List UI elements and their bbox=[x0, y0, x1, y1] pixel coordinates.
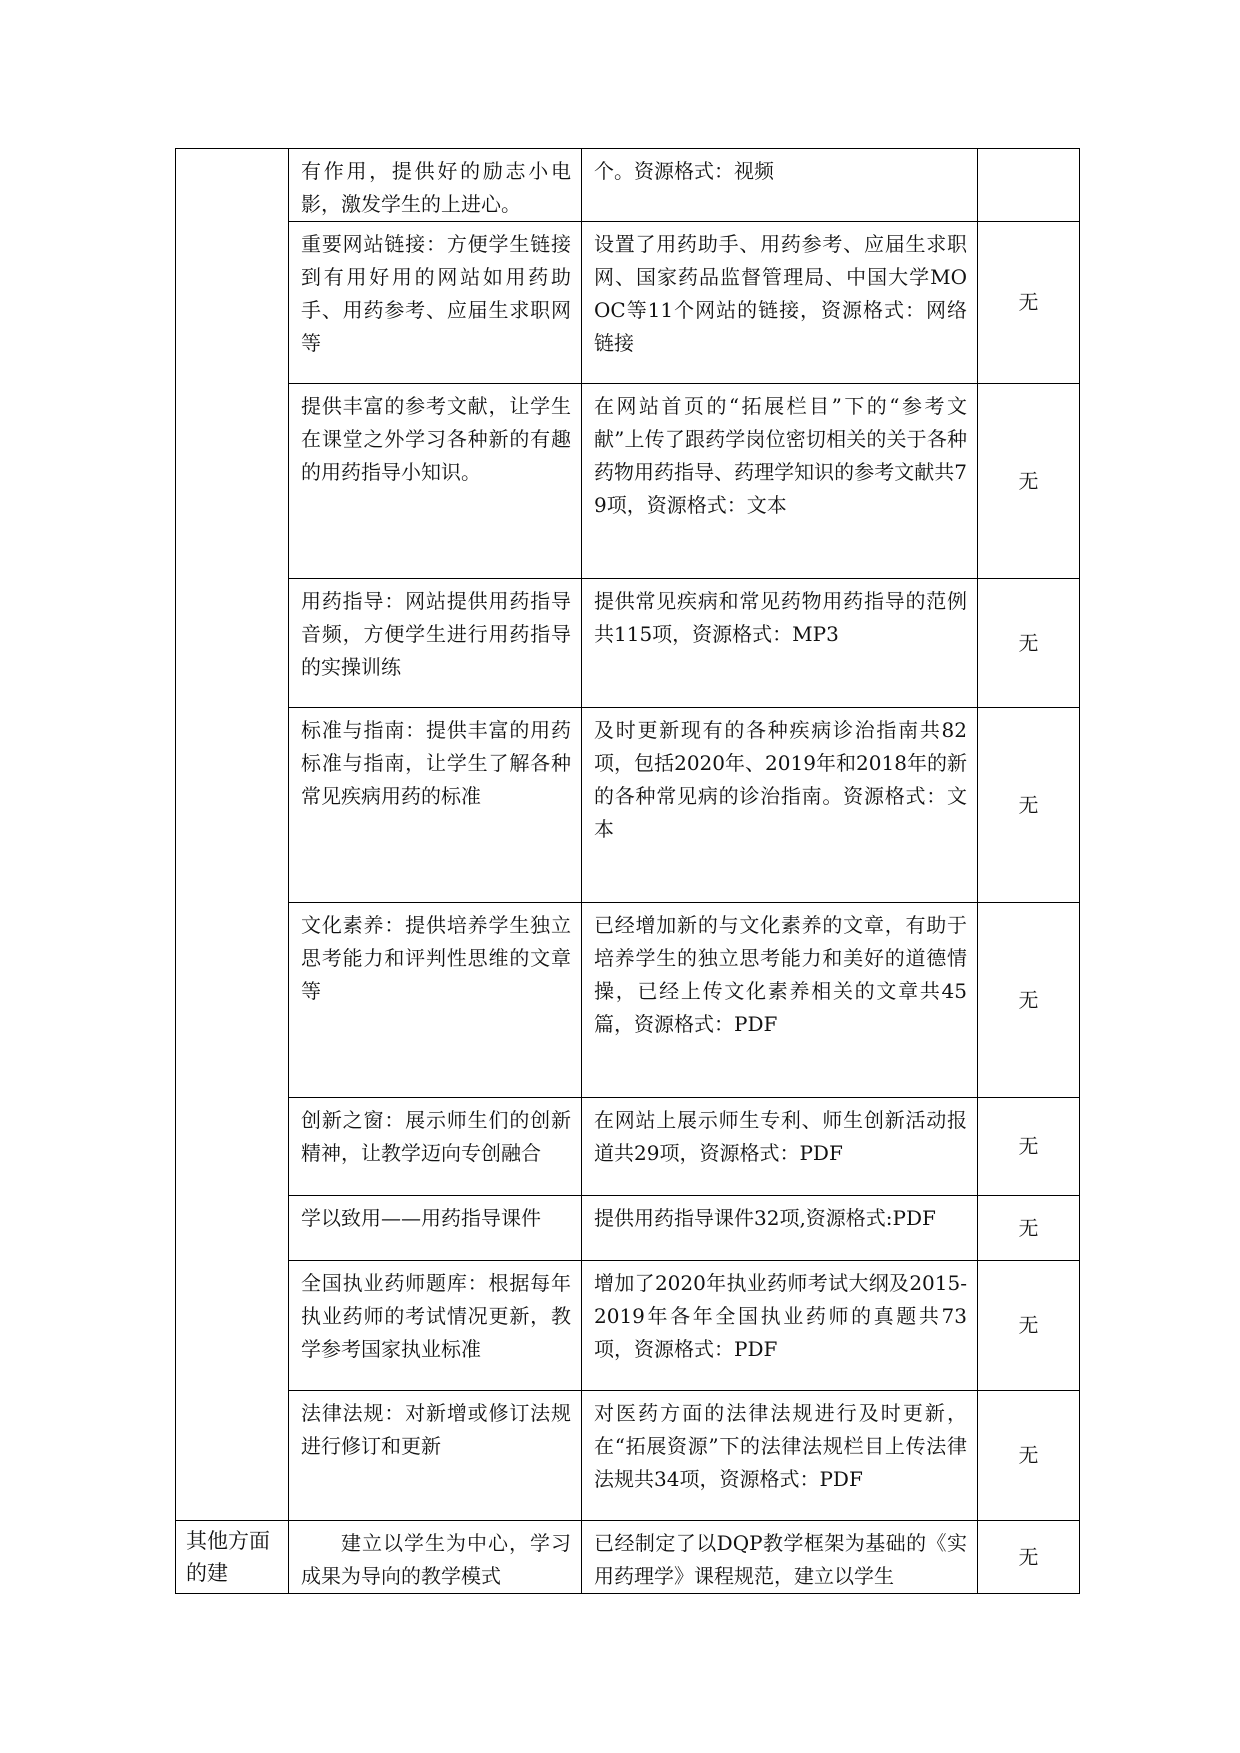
content-cell: 有作用，提供好的励志小电影，激发学生的上进心。 bbox=[289, 149, 582, 222]
resource-cell: 及时更新现有的各种疾病诊治指南共82项，包括2020年、2019年和2018年的新的各种常见病的诊治指南。资源格式：文本 bbox=[582, 708, 978, 903]
category-cell bbox=[176, 149, 289, 1521]
content-cell: 提供丰富的参考文献，让学生在课堂之外学习各种新的有趣的用药指导小知识。 bbox=[289, 384, 582, 579]
table-row bbox=[176, 708, 1080, 903]
table-row bbox=[176, 222, 1080, 384]
resource-cell: 已经增加新的与文化素养的文章，有助于培养学生的独立思考能力和美好的道德情操，已经上传文化素养相关的文章共45篇，资源格式：PDF bbox=[582, 903, 978, 1098]
content-cell: 创新之窗：展示师生们的创新精神，让教学迈向专创融合 bbox=[289, 1098, 582, 1196]
content-cell: 建立以学生为中心，学习成果为导向的教学模式 bbox=[289, 1521, 582, 1594]
table-row bbox=[176, 1521, 1080, 1594]
category-cell: 其他方面的建 bbox=[176, 1521, 289, 1594]
resource-cell: 提供常见疾病和常见药物用药指导的范例共115项，资源格式：MP3 bbox=[582, 579, 978, 708]
resource-table bbox=[175, 148, 1080, 1594]
table-row bbox=[176, 903, 1080, 1098]
content-cell: 全国执业药师题库：根据每年执业药师的考试情况更新，教学参考国家执业标准 bbox=[289, 1261, 582, 1391]
note-cell: 无 bbox=[978, 1391, 1080, 1521]
table-row bbox=[176, 1196, 1080, 1261]
table-row bbox=[176, 1391, 1080, 1521]
note-cell: 无 bbox=[978, 1098, 1080, 1196]
resource-cell: 提供用药指导课件32项,资源格式:PDF bbox=[582, 1196, 978, 1261]
resource-cell: 对医药方面的法律法规进行及时更新，在“拓展资源”下的法律法规栏目上传法律法规共34项，资源格式：PDF bbox=[582, 1391, 978, 1521]
note-cell: 无 bbox=[978, 708, 1080, 903]
note-cell: 无 bbox=[978, 1261, 1080, 1391]
note-cell bbox=[978, 149, 1080, 222]
table-row bbox=[176, 579, 1080, 708]
table-row bbox=[176, 1098, 1080, 1196]
table-row bbox=[176, 1261, 1080, 1391]
resource-cell: 设置了用药助手、用药参考、应届生求职网、国家药品监督管理局、中国大学MOOC等11个网站的链接，资源格式：网络链接 bbox=[582, 222, 978, 384]
content-cell: 法律法规：对新增或修订法规进行修订和更新 bbox=[289, 1391, 582, 1521]
note-cell: 无 bbox=[978, 903, 1080, 1098]
table-row bbox=[176, 384, 1080, 579]
content-cell: 用药指导：网站提供用药指导音频，方便学生进行用药指导的实操训练 bbox=[289, 579, 582, 708]
note-cell: 无 bbox=[978, 1521, 1080, 1594]
note-cell: 无 bbox=[978, 222, 1080, 384]
note-cell: 无 bbox=[978, 579, 1080, 708]
content-cell: 标准与指南：提供丰富的用药标准与指南，让学生了解各种常见疾病用药的标准 bbox=[289, 708, 582, 903]
content-cell: 学以致用——用药指导课件 bbox=[289, 1196, 582, 1261]
resource-cell: 增加了2020年执业药师考试大纲及2015-2019年各年全国执业药师的真题共73项，资源格式：PDF bbox=[582, 1261, 978, 1391]
content-cell: 文化素养：提供培养学生独立思考能力和评判性思维的文章等 bbox=[289, 903, 582, 1098]
resource-cell: 已经制定了以DQP教学框架为基础的《实用药理学》课程规范，建立以学生 bbox=[582, 1521, 978, 1594]
note-cell: 无 bbox=[978, 384, 1080, 579]
table-row bbox=[176, 149, 1080, 222]
resource-cell: 在网站上展示师生专利、师生创新活动报道共29项，资源格式：PDF bbox=[582, 1098, 978, 1196]
content-cell: 重要网站链接：方便学生链接到有用好用的网站如用药助手、用药参考、应届生求职网等 bbox=[289, 222, 582, 384]
note-cell: 无 bbox=[978, 1196, 1080, 1261]
resource-cell: 在网站首页的“拓展栏目”下的“参考文献”上传了跟药学岗位密切相关的关于各种药物用药指导、药理学知识的参考文献共79项，资源格式：文本 bbox=[582, 384, 978, 579]
resource-cell: 个。资源格式：视频 bbox=[582, 149, 978, 222]
